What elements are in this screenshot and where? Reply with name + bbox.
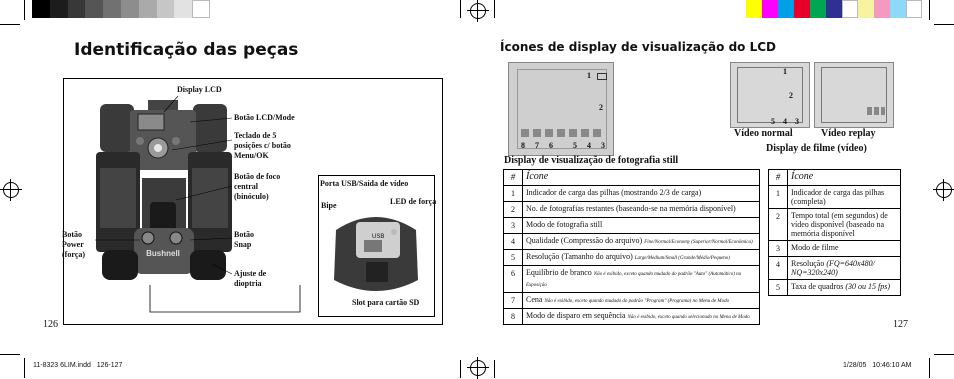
row-number: 1 (769, 186, 788, 209)
page-number-right: 127 (893, 319, 908, 330)
replay-icon-strip (867, 107, 885, 115)
label-sd-slot: Slot para cartão SD (352, 298, 420, 307)
label-focus-button: Botão de foco central (binóculo) (234, 172, 281, 201)
table-row (504, 186, 760, 202)
table-header-icon: Ícone (788, 170, 901, 186)
row-text: Qualidade (Compressão do arquivo) (526, 236, 643, 245)
video-replay-lcd-screen (814, 62, 894, 128)
caption-video-replay: Vídeo replay (821, 128, 876, 139)
row-number: 5 (504, 250, 523, 266)
row-text: Cena (526, 295, 543, 304)
row-note: Não é exibido, exceto quando mudado do padrão "Program" (Programa) no Menu de Modo (544, 299, 730, 304)
row-number: 4 (769, 257, 788, 280)
footer-timestamp: 1/28/05 10:46:10 AM (843, 362, 912, 369)
row-number: 2 (504, 202, 523, 218)
table-row (504, 202, 760, 218)
still-num-2: 2 (599, 103, 603, 112)
row-text: Indicador de carga das pilhas (completa) (791, 188, 885, 206)
video-num-4: 4 (783, 117, 787, 126)
row-text: Modo de disparo em sequência (526, 311, 626, 320)
label-display-lcd: Display LCD (177, 85, 222, 94)
video-num-2: 2 (789, 91, 793, 100)
label-tripod: Bipe (321, 201, 337, 210)
video-normal-lcd-screen (730, 62, 810, 128)
row-description (523, 218, 760, 234)
footer-file-info: 11-8323 6LIM.indd 126-127 (33, 362, 123, 369)
caption-video-display: Display de filme (vídeo) (766, 143, 867, 154)
still-num-5: 5 (573, 141, 577, 150)
video-num-5: 5 (771, 117, 775, 126)
table-row (504, 250, 760, 266)
video-num-3: 3 (795, 117, 799, 126)
row-description (788, 186, 901, 209)
still-num-7: 7 (535, 141, 539, 150)
page-number-left: 126 (43, 319, 58, 330)
row-number: 4 (504, 234, 523, 250)
table-row (769, 257, 901, 280)
row-text: Equilíbrio de branco (526, 268, 592, 277)
table-row (504, 309, 760, 325)
row-description (523, 309, 760, 325)
label-diopter: Ajuste de dioptria (234, 269, 267, 288)
label-lcd-mode-button: Botão LCD/Mode (234, 113, 295, 122)
row-note: (30 ou 15 fps) (845, 282, 890, 291)
table-row (769, 186, 901, 209)
label-snap-button: Botão Snap (234, 230, 254, 249)
still-icon-strip (521, 129, 605, 137)
row-text: Modo de fotografia still (526, 220, 603, 229)
row-text: Modo de filme (791, 243, 839, 252)
video-normal-lcd-frame (737, 67, 803, 123)
still-lcd-frame (517, 69, 607, 149)
row-description (788, 209, 901, 241)
row-number: 7 (504, 293, 523, 309)
battery-icon (597, 73, 607, 80)
table-header-row (504, 170, 760, 186)
video-num-1: 1 (783, 67, 787, 76)
table-row (769, 209, 901, 241)
row-note: Large/Medium/Small (Grande/Médio/Pequeno) (634, 256, 730, 261)
row-note: (FQ=640x480/ NQ=320x240) (791, 259, 875, 277)
row-number: 8 (504, 309, 523, 325)
table-header-number: # (769, 170, 788, 186)
row-description (523, 202, 760, 218)
row-text: Resolução (791, 259, 825, 268)
still-lcd-screen (508, 62, 614, 156)
row-description (523, 266, 760, 293)
still-num-1: 1 (587, 71, 591, 80)
row-note: Não é exibido, exceto quando mudado do padrão "Auto" (Automático) na Exposição (526, 272, 742, 288)
still-num-3: 3 (601, 141, 605, 150)
still-num-4: 4 (587, 141, 591, 150)
table-header-number: # (504, 170, 523, 186)
row-text: No. de fotografias restantes (baseando-se na memória disponível) (526, 204, 736, 213)
table-row (504, 218, 760, 234)
row-number: 2 (769, 209, 788, 241)
row-number: 5 (769, 280, 788, 296)
row-description (523, 250, 760, 266)
table-header-row (769, 170, 901, 186)
caption-still-display: Display de visualização de fotografia still (504, 155, 679, 166)
row-description (788, 280, 901, 296)
video-icons-table (768, 169, 901, 296)
section-title: Ícones de display de visualização do LCD (500, 40, 776, 54)
row-description (788, 257, 901, 280)
row-description (523, 293, 760, 309)
table-header-icon: Ícone (523, 170, 760, 186)
row-number: 3 (504, 218, 523, 234)
row-text: Tempo total (em segundos) de vídeo disponível (baseado na memória disponível (791, 211, 888, 238)
table-row (504, 293, 760, 309)
label-usb-port: Porta USB/Saída de vídeo (320, 179, 409, 188)
row-number: 1 (504, 186, 523, 202)
row-note: Não é exibido, exceto quando selecionado no Menu de Modo (627, 315, 750, 320)
caption-video-normal: Vídeo normal (734, 128, 793, 139)
row-description (523, 234, 760, 250)
still-icons-table (503, 169, 760, 325)
label-keypad: Teclado de 5 posições c/ botão Menu/OK (234, 131, 291, 160)
still-num-6: 6 (549, 141, 553, 150)
page-title: Identificação das peças (74, 40, 299, 60)
row-description (788, 241, 901, 257)
table-row (504, 266, 760, 293)
table-row (769, 280, 901, 296)
row-note: Fine/Normal/Economy (Superior/Normal/Econômica) (644, 240, 753, 245)
label-power-led: LED de força (390, 197, 437, 206)
row-description (523, 186, 760, 202)
row-number: 6 (504, 266, 523, 293)
label-power-button: Botão Power (força) (62, 230, 86, 259)
row-text: Resolução (Tamanho do arquivo) (526, 252, 633, 261)
row-number: 3 (769, 241, 788, 257)
usb-port-label: USB (372, 234, 385, 240)
camera-bottom-illustration (326, 210, 426, 298)
still-num-8: 8 (521, 141, 525, 150)
row-text: Indicador de carga das pilhas (mostrando 2/3 de carga) (526, 188, 702, 197)
table-row (504, 234, 760, 250)
brand-logo: Bushnell (146, 249, 180, 258)
table-row (769, 241, 901, 257)
row-text: Taxa de quadros (791, 282, 844, 291)
